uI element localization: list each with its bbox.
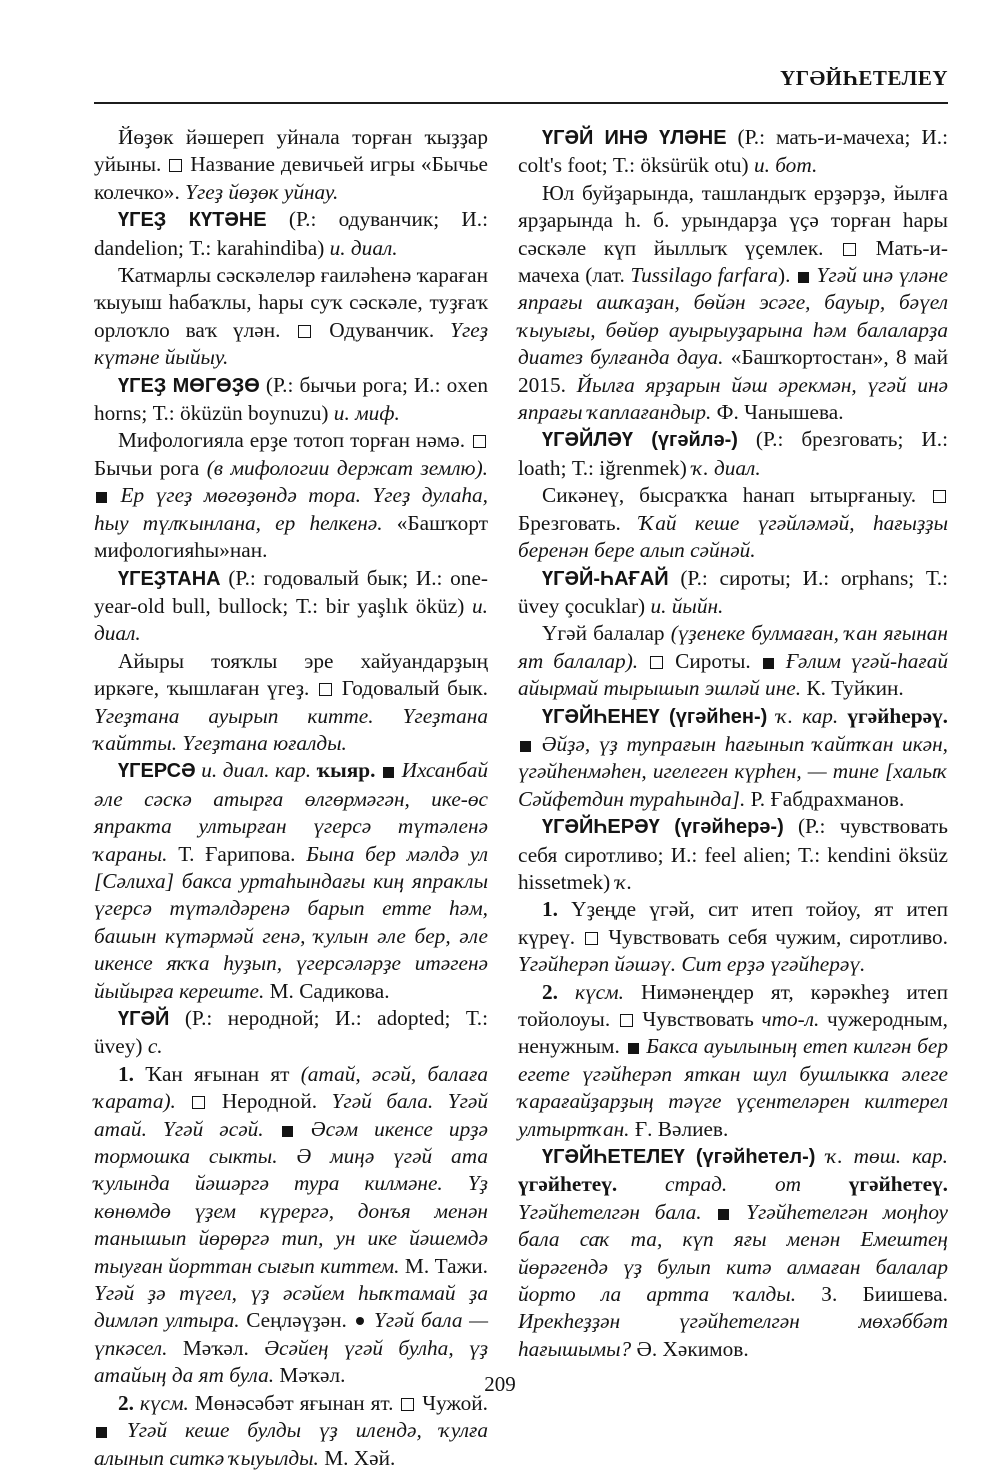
sense-1: 1. Ҡан яғынан ят (атай, әсәй, балаға ҡарата). Неродной. Үгәй бала. Үгәй атай. Үгәй әсәй. Әсәм икенсе ирҙә тормошка сыкты. Ә миңә үгәй ата ҡулында йәшәргә тура килмәне. Үҙ көнөмдө үҙем күрергә, донъя менән танышып йөрөргә тип, ун ике йәшемдә тыуған йорттан сығып киттем. М. Тажи. Үгәй ҙә түгел, үҙ әсәйем һыҡтамай ҙа димләп ултыра. Сеңләүҙән. Үгәй бала — үпкәсел. Мәҡәл. Әсәйең үгәй булһа, үҙ атайың да ят була. Мәҡәл.	[94, 1061, 489, 1388]
page-number: 209	[484, 1372, 516, 1396]
entry-header: ҮГӘЙ (Р.: неродной; И.: adopted; Т.: üvey) с.	[94, 1006, 488, 1059]
headword: ҮГЕҘ МӨГӨҘӨ	[118, 374, 260, 397]
russian-equivalent-marker-icon	[585, 932, 598, 945]
left-column	[94, 124, 488, 1472]
entry-body: Мифологияла ерҙе тотоп торған нәмә. Бычьи рога (в мифологии держат землю). Ер үгеҙ мөгөҙөндә тора. Үгеҙ дулаһа, һыу түлҡынлана, ер һелкенә. «Башҡорт мифологияһы»нан.	[94, 428, 488, 563]
sense-1: 1. Үҙеңде үгәй, сит итеп тойоу, ят итеп күреү. Чувствовать себя чужим, сиротливо. Үгәйһерәп йәшәү. Сит ерҙә үгәйһерәү.	[518, 897, 948, 977]
headword: ҮГЕҘТАНА	[118, 567, 221, 590]
russian-equivalent-marker-icon	[319, 683, 332, 696]
example-marker-icon	[718, 1209, 729, 1220]
entry-header: ҮГӘЙҺЕРӘҮ (үгәйһерә-) (Р.: чувствовать себя сиротливо; И.: feel alien; Т.: kendini öksüz hissetmek) ҡ.	[518, 814, 949, 894]
headword: ҮГЕРСӘ	[118, 760, 196, 783]
entry-header: ҮГЕҘ КҮТӘНЕ (Р.: одуванчик; И.: dandelion; Т.: karahindiba) и. диал.	[94, 207, 488, 260]
sense-2: 2. күсм. Мөнәсәбәт яғынан ят. Чужой. Үгәй кеше булды үҙ илендә, ҡулға алынып ситкә ҡыуылды. М. Хәй.	[94, 1390, 488, 1470]
russian-equivalent-marker-icon	[298, 325, 311, 338]
russian-equivalent-marker-icon	[192, 1096, 205, 1109]
sense-2: 2. күсм. Нимәнеңдер ят, кәрәкһеҙ итеп тойолоуы. Чувствовать что-л. чужеродным, ненужным. Бакса ауылының етеп килгән бер егете үгәйһерәп яткан шул бушлыкка әлеге ҡарағайҙарҙың тәүге үҫентеләрен килтерел ултыртҡан. Ғ. Вәлиев.	[518, 979, 948, 1141]
headword: ҮГӘЙҺЕТЕЛЕҮ (үгәйһетел-)	[542, 1146, 816, 1169]
headword: ҮГӘЙ	[118, 1008, 170, 1030]
entry-header: ҮГЕҘТАНА (Р.: годовалый бык; И.: one-year-old bull, bullock; Т.: bir yaşlık öküz) и. диал.	[94, 565, 488, 646]
example-marker-icon	[520, 741, 531, 752]
entry-body: Юл буйҙарында, ташландыҡ ерҙәрҙә, йылға ярҙарында h. б. урындарҙа үҫә торған һары сәскәле күп йыллыҡ үҫемлек. Мать-и-мачеха (лат. Tussilago farfara). Үгәй инә үләне япрағы ашҡаҙан, бөйән эсәге, бауыр, бәүел ҡыуығы, бөйөр ауырыуҙарына һәм балаларҙа диатез булғанда дауа. «Башҡортостан», 8 май 2015. Йылға ярҙарын йәш әрекмән, үгәй инә япрағы ҡаплағандыр. Ф. Чанышева.	[518, 180, 949, 425]
entry-continuation: Йөҙөк йәшереп уйнала торған ҡыҙҙар уйыны. Название девичьей игры «Бычье колечко». Үгеҙ йөҙөк уйнау.	[94, 125, 488, 204]
entry: ҮГӘЙҺЕТЕЛЕҮ (үгәйһетел-) ҡ. төш. кар. үгәйһетеү. страд. от үгәйһетеү. Үгәйһетелгән бала. Үгәйһетелгән моңһоу бала саҡ та, күп яғы менән Емештең йөрәгендә үҙ булып китә алмаған балалар йорто ла артта ҡалды. З. Биишева. Ирекһеҙҙән үгәйһетелгән мөхәббәт һағышымы? Ә. Хәкимов.	[518, 1144, 948, 1361]
entry-header: ҮГӘЙЛӘҮ (үгәйлә-) (Р.: брезговать; И.: loath; Т.: iğrenmek) ҡ. диал.	[518, 427, 948, 480]
russian-equivalent-marker-icon	[843, 243, 856, 256]
russian-equivalent-marker-icon	[401, 1398, 414, 1411]
proverb-marker-icon	[356, 1317, 364, 1325]
headword: ҮГӘЙ ИНӘ ҮЛӘНЕ	[542, 127, 727, 149]
header-rule	[94, 102, 948, 104]
headword: ҮГӘЙ-ҺАҒАЙ	[542, 567, 669, 590]
entry-header: ҮГЕҘ МӨГӨҘӨ (Р.: бычьи рога; И.: oxen horns; Т.: öküzün boynuzu) и. миф.	[94, 372, 488, 426]
entry: ҮГЕРСӘ и. диал. кар. ҡыяр. Ихсанбай әле сәскә атырға өлгөрмәгән, ике-өс япракта ултырған үгерсә түтәленә ҡараны. Т. Ғарипова. Бына бер мәлдә ул [Сәлиха] бакса уртаһындағы киң япраклы үгерсә түтәлдәренә барып етте һәм, башын күтәрмәй генә, ҡулын әле бер, әле икенсе яҡҡа һуҙып, үгерсәләрҙе итәгенә йыйырға кереште. М. Садикова.	[94, 758, 489, 1003]
russian-equivalent-marker-icon	[169, 159, 182, 172]
entry: ҮГӘЙҺЕНЕҮ (үгәйһен-) ҡ. кар. үгәйһерәү. Әйҙә, үҙ тупрағын һағынып ҡайтҡан икән, үгәйһенмәһен, игелеген күрһен, — тине [халыҡ Сәйфетдин тураһында]. Р. Ғабдрахманов.	[518, 703, 948, 811]
entry-body: Үгәй балалар (үҙенеке булмаған, ҡан яғынан ят балалар). Сироты. Ғәлим үгәй-һағай айырмай тырышып эшләй ине. К. Туйкин.	[518, 621, 948, 701]
example-marker-icon	[383, 767, 394, 778]
russian-equivalent-marker-icon	[933, 490, 946, 503]
entry-header: ҮГӘЙ-ҺАҒАЙ (Р.: сироты; И.: orphans; Т.: üvey çocuklar) и. йыйн.	[518, 565, 948, 618]
headword: ҮГЕҘ КҮТӘНЕ	[118, 209, 267, 232]
example-marker-icon	[628, 1043, 639, 1054]
running-head: ҮГӘЙҺЕТЕЛЕҮ	[780, 66, 948, 90]
russian-equivalent-marker-icon	[620, 1014, 633, 1027]
example-marker-icon	[96, 492, 107, 503]
example-marker-icon	[96, 1427, 107, 1438]
right-column	[518, 124, 948, 1363]
example-marker-icon	[798, 272, 809, 283]
entry-body: Сикәнеү, бысраҡҡа һанап ытырғаныу. Брезговать. Ҡай кеше үгәйләмәй, һағыҙҙы беренән бере алып сәйнәй.	[518, 483, 949, 563]
headword: ҮГӘЙЛӘҮ (үгәйлә-)	[542, 429, 738, 452]
entry-header: ҮГӘЙ ИНӘ ҮЛӘНЕ (Р.: мать-и-мачеха; И.: colt's foot; Т.: öksürük otu) и. бот.	[518, 125, 948, 178]
example-marker-icon	[763, 658, 774, 669]
entry-body: Айыры тояҡлы эре хайуандарҙың иркәге, ҡышлаған үгеҙ. Годовалый бык. Үгеҙтана ауырып китте. Үгеҙтана ҡайтты. Үгеҙтана юғалды.	[94, 648, 488, 755]
headword: ҮГӘЙҺЕНЕҮ (үгәйһен-)	[542, 705, 768, 728]
headword: ҮГӘЙҺЕРӘҮ (үгәйһерә-)	[542, 816, 784, 839]
russian-equivalent-marker-icon	[473, 435, 486, 448]
example-marker-icon	[282, 1126, 293, 1137]
entry-body: Ҡатмарлы сәскәлеләр ғаиләһенә ҡараған ҡыуыш һабаҡлы, һары суҡ сәскәле, туҙғаҡ орлоҡло ваҡ үлән. Одуванчик. Үгеҙ күтәне йыйыу.	[94, 263, 489, 370]
russian-equivalent-marker-icon	[650, 656, 663, 669]
